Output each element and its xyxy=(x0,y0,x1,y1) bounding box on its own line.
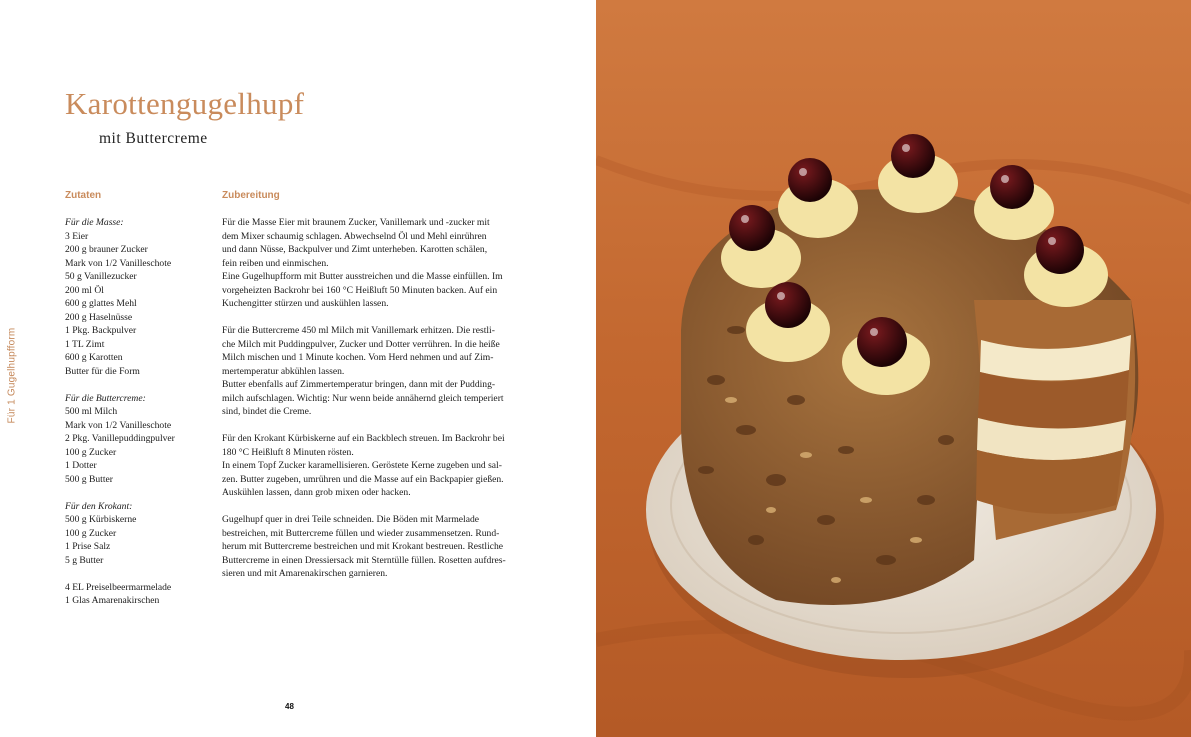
side-label-text: Für 1 Gugelhupfform xyxy=(6,327,18,424)
recipe-title: Karottengugelhupf xyxy=(65,86,305,121)
carrot-bundt-cake-photo xyxy=(596,0,1191,737)
ingredient-group-label: Für den Krokant: xyxy=(65,500,133,512)
side-label xyxy=(2,327,24,430)
preparation-paragraph: Für die Masse Eier mit braunem Zucker, Vanillemark und -zucker mit dem Mixer schaumig schlagen. Abwechselnd Öl und Mehl einrühren und dann Nüsse, Backpulver und Zimt unterheben. Karotten schälen, fein reiben und einmischen. Eine Gugelhupfform mit Butter ausstreichen und die Masse einfüllen. Im vorgeheizten Backrohr bei 160 °C Heißluft 50 Minuten backen. Auf ein Kuchengitter stürzen und auskühlen lassen. xyxy=(222,217,503,309)
ingredients-list xyxy=(65,216,215,608)
group-spacer xyxy=(65,378,215,392)
ingredient-item: 1 Glas Amarenakirschen xyxy=(65,595,160,606)
ingredient-item: 100 g Zucker xyxy=(65,527,117,539)
group-spacer xyxy=(65,486,215,500)
page-number: 48 xyxy=(285,702,294,711)
ingredient-item: 500 g Butter xyxy=(65,473,113,485)
ingredient-item: 100 g Zucker xyxy=(65,446,117,458)
ingredient-item: 2 Pkg. Vanillepuddingpulver xyxy=(65,433,175,444)
ingredient-item: 4 EL Preiselbeermarmelade xyxy=(65,581,172,593)
ingredient-item: 600 g Karotten xyxy=(65,352,123,363)
group-spacer xyxy=(65,567,215,581)
preparation-paragraph: Gugelhupf quer in drei Teile schneiden. Die Böden mit Marmelade bestreichen, mit Buttercreme füllen und wieder zusammensetzen. Rund- herum mit Buttercreme bestreichen und mit Krokant bestreuen. Restliche Buttercreme in einen Dressiersack mit Sterntülle füllen. Rosetten aufdres- sieren und mit Amarenakirschen garnieren. xyxy=(222,514,506,579)
recipe-subtitle: mit Buttercreme xyxy=(99,130,208,147)
ingredient-item: 500 g Kürbiskerne xyxy=(65,514,137,525)
ingredient-item: Mark von 1/2 Vanilleschote xyxy=(65,419,172,431)
ingredient-group-label: Für die Buttercreme: xyxy=(65,392,146,404)
ingredient-item: 1 Prise Salz xyxy=(65,541,111,552)
cake-photo xyxy=(596,0,1191,737)
ingredient-item: 500 ml Milch xyxy=(65,406,118,417)
preparation-heading: Zubereitung xyxy=(222,190,280,201)
ingredients-heading: Zutaten xyxy=(65,190,102,201)
ingredient-item: 200 g Haselnüsse xyxy=(65,311,133,323)
ingredient-item: 1 Dotter xyxy=(65,460,97,471)
ingredient-item: 50 g Vanillezucker xyxy=(65,271,137,282)
ingredient-item: 200 g brauner Zucker xyxy=(65,244,148,255)
preparation-paragraph: Für den Krokant Kürbiskerne auf ein Backblech streuen. Im Backrohr bei 180 °C Heißluft 8 Minuten rösten. In einem Topf Zucker karamellisieren. Geröstete Kerne zugeben und sal- zen. Butter zugeben, umrühren und die Masse auf ein Backpapier gießen. Auskühlen lassen, dann grob mixen oder hacken. xyxy=(222,433,505,498)
ingredient-item: 1 TL Zimt xyxy=(65,338,105,350)
ingredient-item: Mark von 1/2 Vanilleschote xyxy=(65,257,172,269)
preparation-paragraph: Für die Buttercreme 450 ml Milch mit Vanillemark erhitzen. Die restli- che Milch mit Puddingpulver, Zucker und Dotter verrühren. In die heiße Milch mischen und 1 Minute kochen. Vom Herd nehmen und auf Zim- mertemperatur abkühlen lassen. Butter ebenfalls auf Zimmertemperatur bringen, dann mit der Pudding- milch aufschlagen. Wichtig: Nur wenn beide annähernd gleich temperiert sind, bindet die Creme. xyxy=(222,325,504,417)
ingredient-item: 1 Pkg. Backpulver xyxy=(65,325,137,336)
ingredient-group-label: Für die Masse: xyxy=(65,217,124,228)
ingredient-item: 600 g glattes Mehl xyxy=(65,298,137,309)
ingredient-item: 200 ml Öl xyxy=(65,284,104,296)
preparation-text xyxy=(222,216,527,594)
ingredient-item: Butter für die Form xyxy=(65,365,140,377)
ingredient-item: 3 Eier xyxy=(65,230,89,242)
ingredient-item: 5 g Butter xyxy=(65,554,104,566)
